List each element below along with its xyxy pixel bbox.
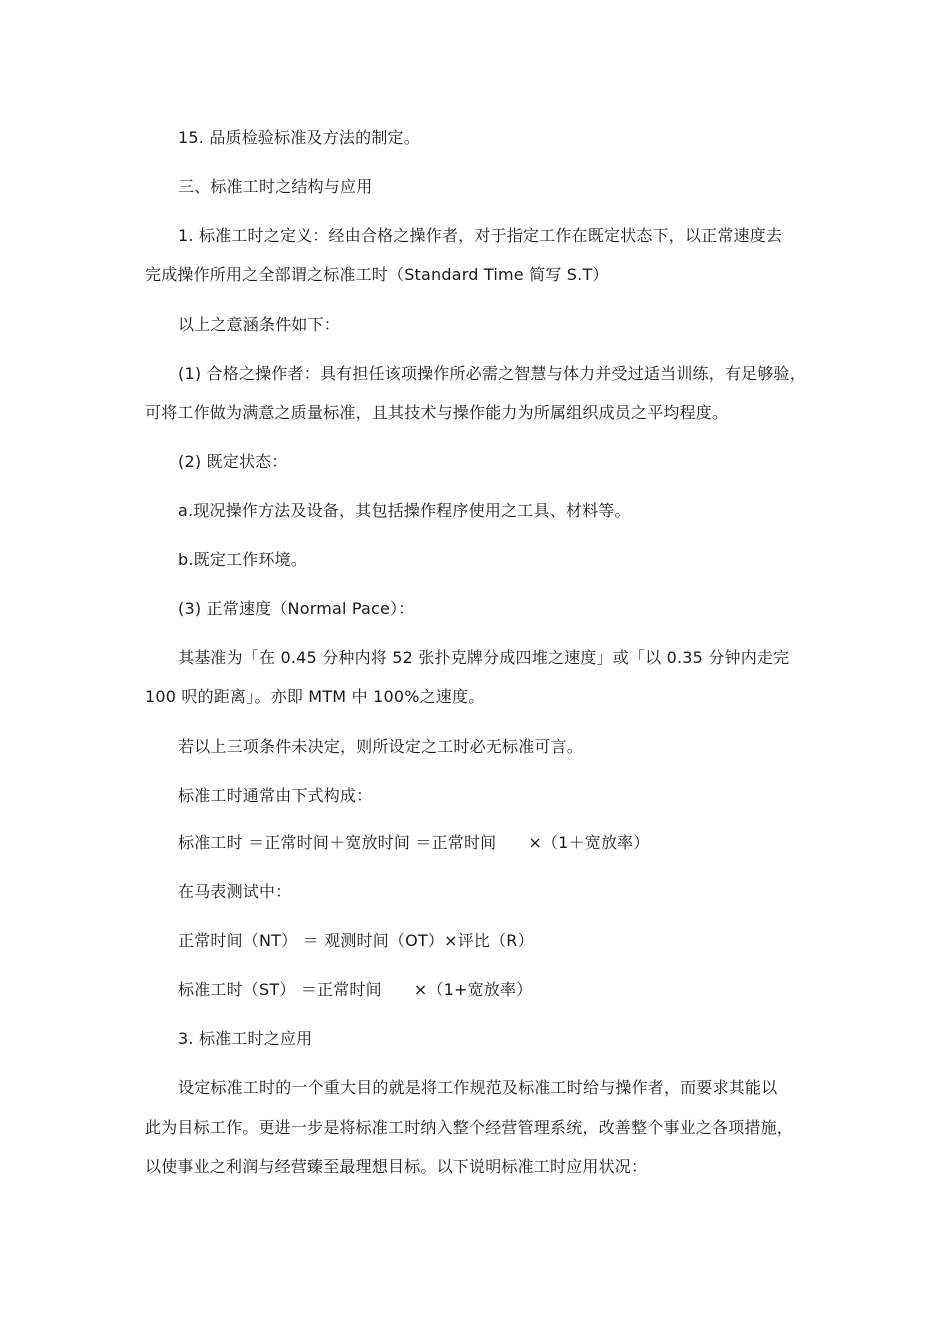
condition-3-heading: (3) 正常速度（Normal Pace）： [178, 599, 415, 618]
formula-part-1: 标准工时 ＝正常时间＋宽放时间 ＝正常时间 [178, 833, 497, 852]
application-line-1: 设定标准工时的一个重大目的就是将工作规范及标准工时给与操作者，而要求其能以 [178, 1078, 778, 1097]
formula-part-2: ×（1＋宽放率） [528, 833, 650, 852]
condition-2b: b.既定工作环境。 [178, 550, 308, 569]
no-standard-note: 若以上三项条件未决定，则所设定之工时必无标准可言。 [178, 737, 584, 756]
section-heading-3: 三、标准工时之结构与应用 [178, 177, 373, 196]
standard-time-part-2: ×（1+宽放率） [413, 980, 533, 999]
conditions-intro: 以上之意涵条件如下： [178, 315, 341, 334]
condition-1-line-2: 可将工作做为满意之质量标准，且其技术与操作能力为所属组织成员之平均程度。 [145, 403, 729, 422]
formula-line [178, 832, 650, 854]
definition-line-2: 完成操作所用之全部谓之标准工时（Standard Time 简写 S.T） [145, 265, 609, 284]
formula-intro: 标准工时通常由下式构成： [178, 786, 373, 805]
pace-standard-line-2: 100 呎的距离」。亦即 MTM 中 100%之速度。 [145, 687, 485, 706]
standard-time-part-1: 标准工时（ST） ＝正常时间 [178, 980, 382, 999]
stopwatch-intro: 在马表测试中： [178, 882, 292, 901]
condition-2-heading: (2) 既定状态： [178, 452, 288, 471]
condition-2a: a.现况操作方法及设备，其包括操作程序使用之工具、材料等。 [178, 501, 631, 520]
list-item-15: 15. 品质检验标准及方法的制定。 [178, 128, 420, 147]
application-line-2: 此为目标工作。更进一步是将标准工时纳入整个经营管理系统，改善整个事业之各项措施， [145, 1118, 794, 1137]
pace-standard-line-1: 其基准为「在 0.45 分种内将 52 张扑克牌分成四堆之速度」或「以 0.35 分钟内走完 [178, 648, 790, 667]
standard-time-formula [178, 979, 532, 1001]
normal-time-formula: 正常时间（NT） ＝ 观测时间（OT）×评比（R） [178, 931, 534, 950]
definition-line-1: 1. 标准工时之定义：经由合格之操作者，对于指定工作在既定状态下，以正常速度去 [178, 226, 783, 245]
application-heading: 3. 标准工时之应用 [178, 1029, 313, 1048]
application-line-3: 以使事业之利润与经营臻至最理想目标。以下说明标准工时应用状况： [145, 1157, 648, 1176]
condition-1-line-1: (1) 合格之操作者：具有担任该项操作所必需之智慧与体力并受过适当训练，有足够验， [178, 364, 806, 383]
